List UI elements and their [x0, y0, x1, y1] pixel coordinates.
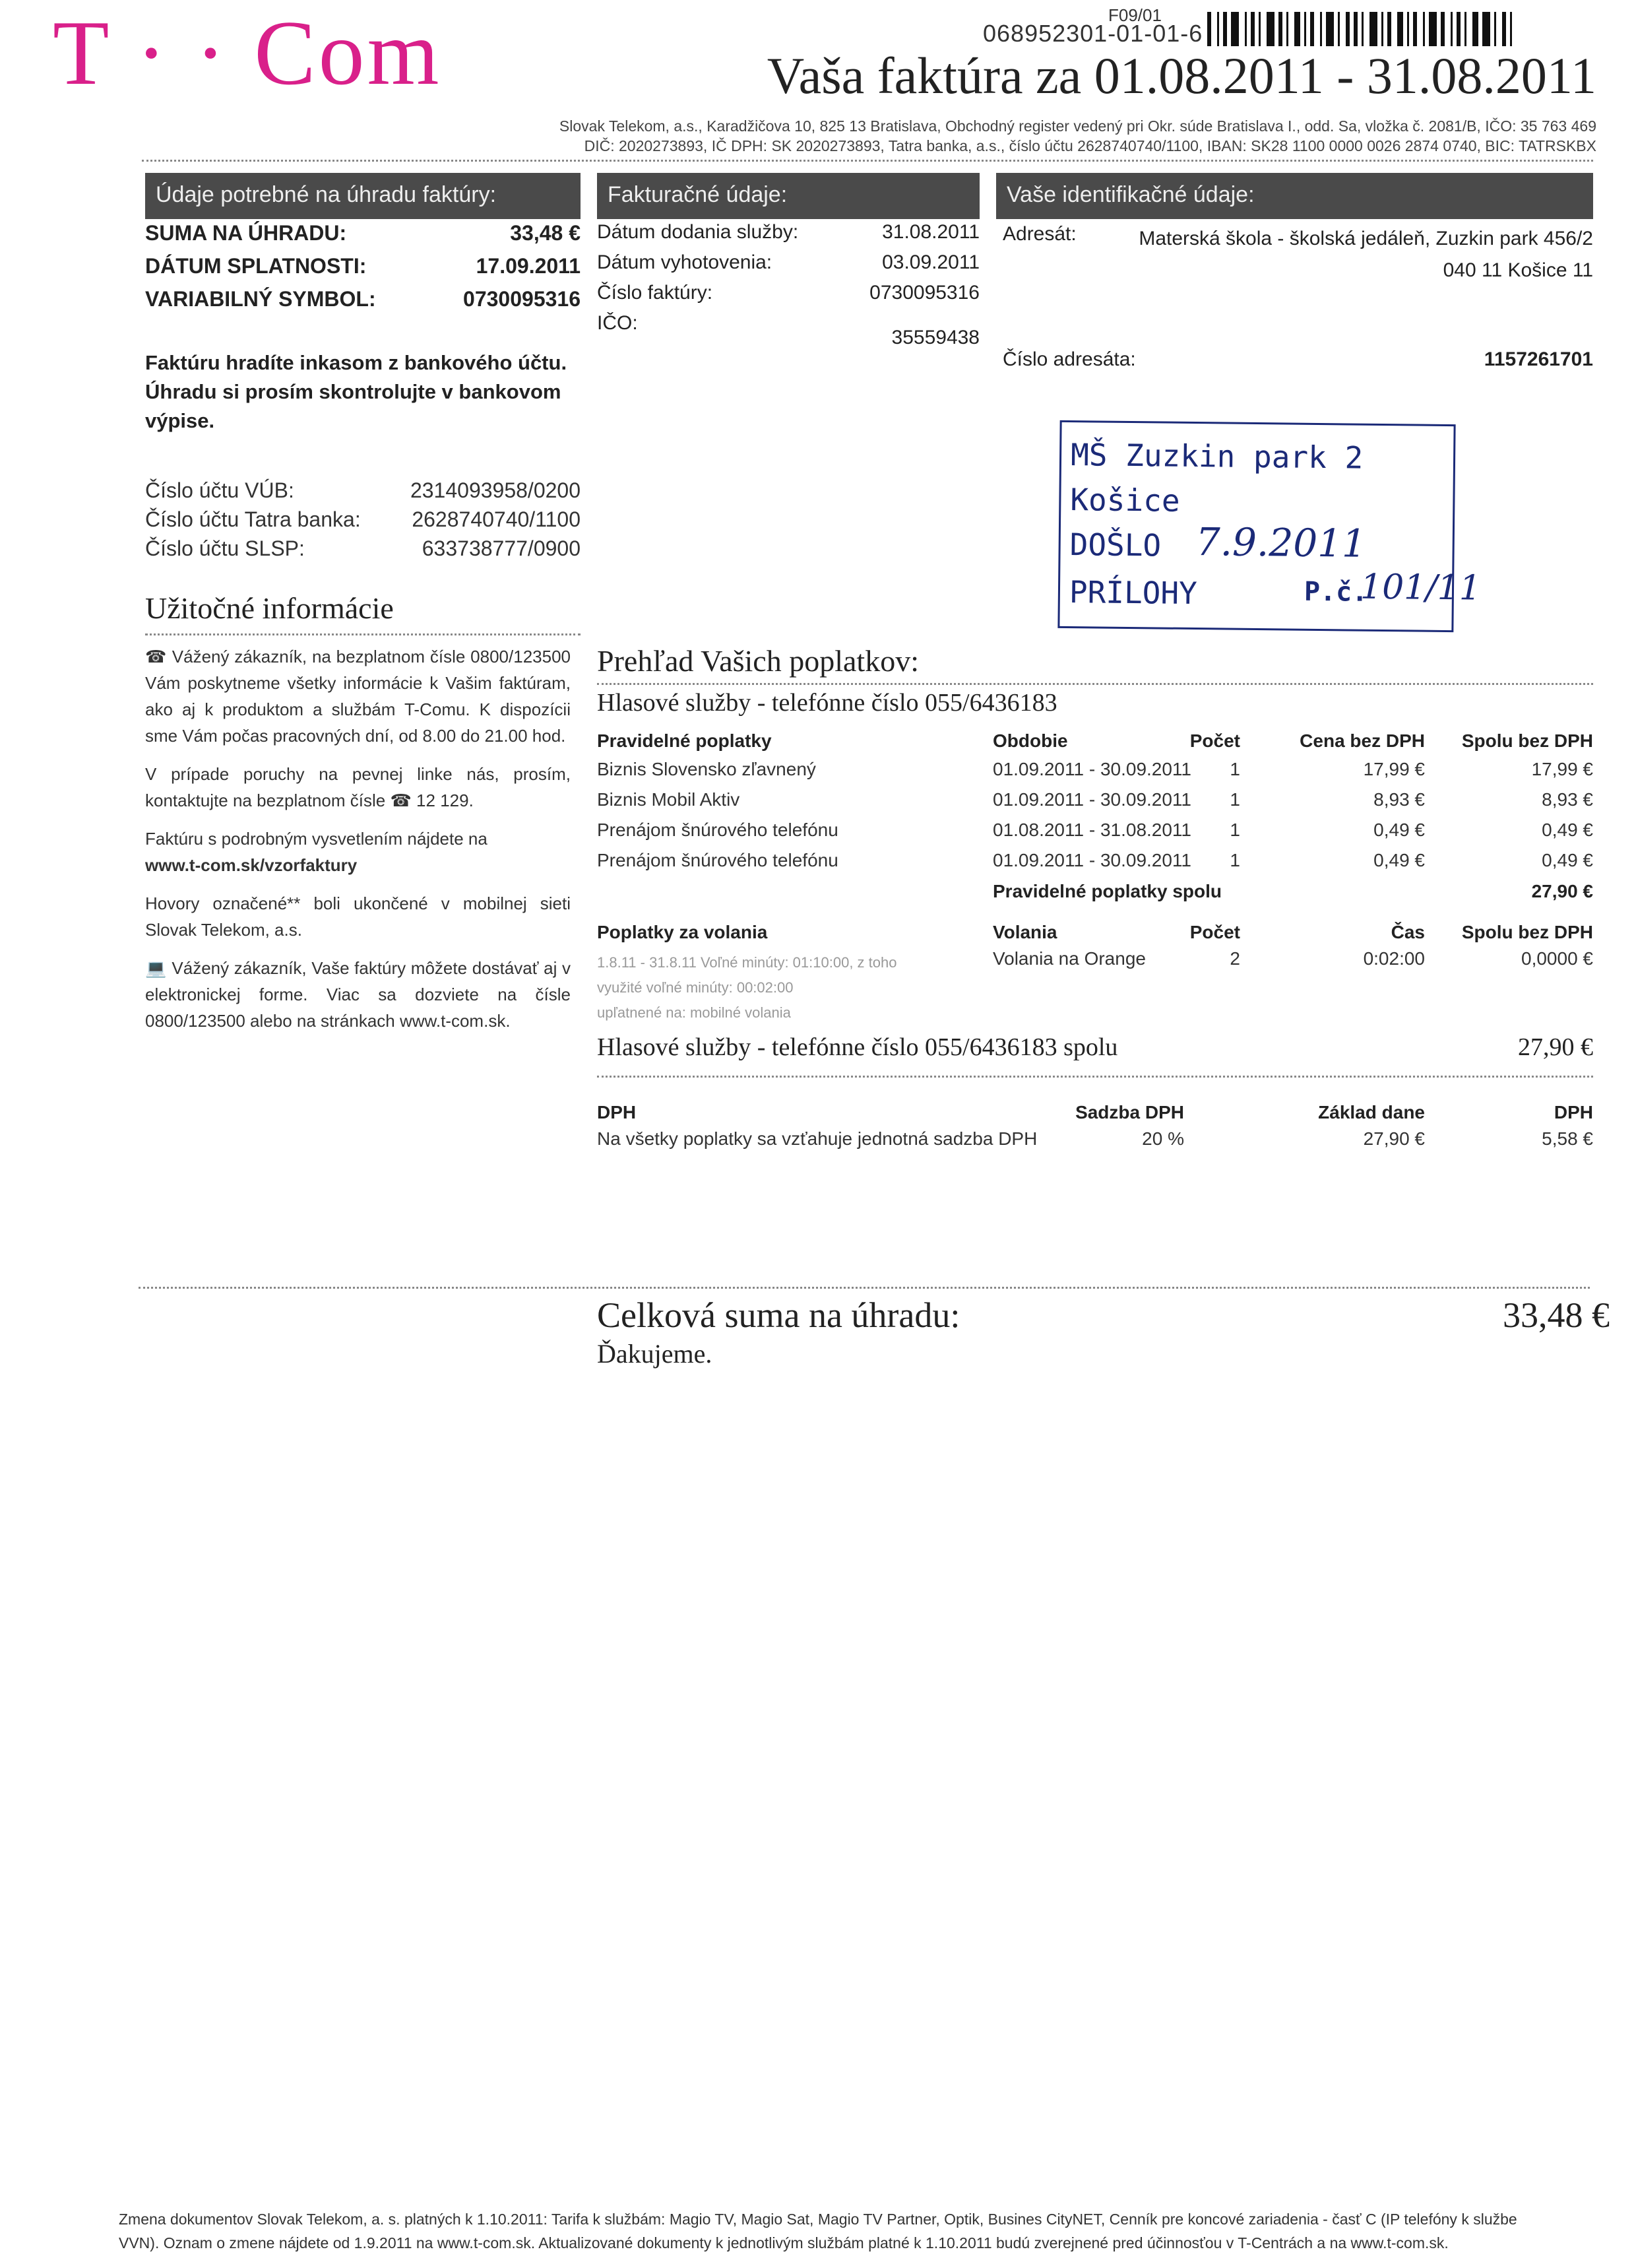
billing-row: Dátum vyhotovenia: 03.09.2011	[597, 251, 980, 273]
payment-heading: Údaje potrebné na úhradu faktúry:	[145, 173, 581, 219]
table-row: Biznis Mobil Aktiv 01.09.2011 - 30.09.2011 1 8,93 € 8,93 €	[597, 789, 1593, 810]
table-row: Prenájom šnúrového telefónu 01.08.2011 - 31.08.2011 1 0,49 € 0,49 €	[597, 820, 1593, 840]
stamp-date-handwritten: 7.9.2011	[1195, 519, 1367, 566]
barcode-bar	[1320, 12, 1322, 46]
barcode-bar	[1457, 12, 1461, 46]
barcode-bar	[1482, 12, 1490, 46]
barcode-bar	[1441, 12, 1445, 46]
info-paragraph: Hovory označené** boli ukončené v mobilnej sieti Slovak Telekom, a.s.	[145, 893, 571, 940]
payment-note: Faktúru hradíte inkasom z bankového účtu. Úhradu si prosím skontrolujte v bankovom výpise.	[145, 351, 567, 432]
info-divider	[145, 633, 581, 635]
barcode-bar	[1362, 12, 1364, 46]
service-subtotal-value: 27,90 €	[1518, 1033, 1593, 1061]
barcode-bar	[1251, 12, 1255, 46]
barcode-bar	[1354, 12, 1358, 46]
info-link[interactable]: www.t-com.sk/vzorfaktury	[145, 855, 358, 875]
calls-header: Poplatky za volania Volania Počet Čas Spolu bez DPH	[597, 922, 1593, 942]
total-divider	[139, 1287, 1590, 1289]
grand-total-label: Celková suma na úhradu:	[597, 1295, 960, 1335]
regular-fees-header: Pravidelné poplatky Obdobie Počet Cena bez DPH Spolu bez DPH	[597, 730, 1593, 751]
barcode-bar	[1451, 12, 1453, 46]
barcode-bar	[1346, 12, 1350, 46]
charges-section	[597, 643, 1593, 1389]
barcode-bar	[1259, 12, 1261, 46]
barcode-bar	[1223, 12, 1227, 46]
bank-accounts	[145, 478, 581, 566]
charges-title: Prehľad Vašich poplatkov:	[597, 644, 919, 678]
stamp-line-3-label: DOŠLO	[1069, 527, 1162, 564]
ident-heading: Vaše identifikačné údaje:	[996, 173, 1593, 219]
barcode-bar	[1407, 12, 1409, 46]
billing-row: Dátum dodania služby: 31.08.2011	[597, 221, 980, 243]
barcode-bar	[1207, 12, 1211, 46]
subtotal-divider	[597, 1076, 1593, 1078]
barcode-bar	[1369, 12, 1377, 46]
invoice-title: Vaša faktúra za 01.08.2011 - 31.08.2011	[767, 47, 1596, 104]
company-info-line2: DIČ: 2020273893, IČ DPH: SK 2020273893, Tatra banka, a.s., číslo účtu 2628740740/1100, IBAN: SK28 1100 0000 0026 2874 0740, BIC: TATRSKBX	[584, 137, 1596, 154]
barcode-bar	[1423, 12, 1425, 46]
barcode-bar	[1304, 12, 1306, 46]
barcode-bar	[1413, 12, 1417, 46]
table-row: Biznis Slovensko zľavnený 01.09.2011 - 30.09.2011 1 17,99 € 17,99 €	[597, 759, 1593, 779]
stamp-line-1: MŠ Zuzkin park 2	[1070, 437, 1364, 476]
charges-subtitle: Hlasové služby - telefónne číslo 055/6436183	[597, 689, 1057, 717]
payment-row: VARIABILNÝ SYMBOL: 0730095316	[145, 287, 581, 311]
barcode-bar	[1502, 12, 1506, 46]
barcode-bar	[1429, 12, 1437, 46]
addressee-label: Adresát:	[1003, 223, 1077, 245]
received-stamp	[1057, 420, 1482, 632]
barcode-bar	[1338, 12, 1340, 46]
stamp-line-2: Košice	[1070, 482, 1180, 519]
billing-heading: Fakturačné údaje:	[597, 173, 980, 219]
document-number: 068952301-01-01-6	[983, 20, 1203, 47]
payment-summary	[145, 221, 581, 320]
barcode-bar	[1231, 12, 1239, 46]
stamp-line-4-label: PRÍLOHY	[1069, 574, 1198, 612]
barcode-bar	[1217, 12, 1219, 46]
barcode-bar	[1381, 12, 1383, 46]
account-row: Číslo účtu Tatra banka: 2628740740/1100	[145, 507, 581, 531]
barcode-bar	[1464, 12, 1466, 46]
barcode-bar	[1387, 12, 1391, 46]
barcode-bar	[1472, 12, 1478, 46]
t-com-logo: T · · Com	[53, 2, 442, 104]
info-paragraph: Faktúru s podrobným vysvetlením nájdete na	[145, 829, 488, 849]
billing-row: IČO: 35559438	[597, 312, 980, 348]
barcode-bar	[1294, 12, 1300, 46]
barcode	[1207, 12, 1560, 46]
table-row: Volania na Orange 2 0:02:00 0,0000 €	[993, 948, 1593, 969]
barcode-bar	[1278, 12, 1282, 46]
footer-notice: Zmena dokumentov Slovak Telekom, a. s. platných k 1.10.2011: Tarifa k službám: Magio TV, Magio Sat, Magio TV Partner, Optik, Busines CityNET, Cenník pre koncové zariadenia - časť C (IP telefóny k službe VVN). Oznam o zmene nájdete od 1.9.2011 na www.t-com.sk. Aktualizované dokumenty k jednotlivým službám platné k 1.10.2011 budú zverejnené pred účinnosťou v T-Centrách a na www.t-com.sk.	[119, 2211, 1517, 2252]
header-divider	[142, 160, 1593, 162]
info-paragraph: 💻 Vážený zákazník, Vaše faktúry môžete dostávať aj v elektronickej forme. Viac sa dozviete na čísle 0800/123500 alebo na stránkach www.t-com.sk.	[145, 958, 571, 1031]
account-row: Číslo účtu SLSP: 633738777/0900	[145, 536, 581, 560]
payment-row: DÁTUM SPLATNOSTI: 17.09.2011	[145, 254, 581, 278]
thanks-text: Ďakujeme.	[597, 1339, 712, 1369]
table-row: Prenájom šnúrového telefónu 01.09.2011 - 30.09.2011 1 0,49 € 0,49 €	[597, 850, 1593, 870]
info-paragraph: ☎ Vážený zákazník, na bezplatnom čísle 0800/123500 Vám poskytneme všetky informácie k Vašim faktúram, ako aj k produktom a službám T-Comu. K dispozícii sme Vám počas pracovných dní, od 8.00 do 21.00 hod.	[145, 647, 571, 746]
barcode-bar	[1245, 12, 1247, 46]
service-subtotal-label: Hlasové služby - telefónne číslo 055/6436183 spolu	[597, 1033, 1118, 1061]
vat-header: DPH Sadzba DPH Základ dane DPH	[597, 1102, 1593, 1122]
addressee-number-label: Číslo adresáta:	[1003, 348, 1136, 370]
charges-divider	[597, 683, 1593, 685]
payment-row: SUMA NA ÚHRADU: 33,48 €	[145, 221, 581, 245]
billing-row: Číslo faktúry: 0730095316	[597, 282, 980, 304]
barcode-bar	[1326, 12, 1334, 46]
info-paragraph: V prípade poruchy na pevnej linke nás, prosím, kontaktujte na bezplatnom čísle ☎ 12 129.	[145, 764, 571, 810]
company-info-line1: Slovak Telekom, a.s., Karadžičova 10, 825 13 Bratislava, Obchodný register vedený pri Okr. súde Bratislava I., odd. Sa, vložka č. 2081/B, IČO: 35 763 469	[559, 117, 1596, 135]
form-code: F09/01	[1108, 5, 1162, 25]
grand-total-value: 33,48 €	[1503, 1295, 1610, 1335]
barcode-bar	[1510, 12, 1512, 46]
addressee: Materská škola - školská jedáleň, Zuzkin park 456/2 040 11 Košice 11	[1139, 228, 1593, 281]
regular-fees-total: Pravidelné poplatky spolu 27,90 €	[993, 881, 1593, 901]
table-row: Na všetky poplatky sa vzťahuje jednotná sadzba DPH 20 % 27,90 € 5,58 €	[597, 1128, 1593, 1149]
account-row: Číslo účtu VÚB: 2314093958/0200	[145, 478, 581, 502]
barcode-bar	[1286, 12, 1288, 46]
free-minutes-note: 1.8.11 - 31.8.11 Voľné minúty: 01:10:00, z toho využité voľné minúty: 00:02:00 upľatnené na: mobilné volania	[597, 954, 897, 1021]
addressee-number: 1157261701	[1484, 348, 1593, 370]
barcode-bar	[1494, 12, 1496, 46]
stamp-number-handwritten: 101/11	[1360, 567, 1482, 608]
barcode-bar	[1397, 12, 1403, 46]
barcode-bar	[1267, 12, 1274, 46]
stamp-pc: P.č.	[1304, 576, 1368, 608]
billing-data	[597, 221, 980, 348]
info-text	[145, 643, 571, 1034]
info-title: Užitočné informácie	[145, 591, 394, 625]
barcode-bar	[1310, 12, 1314, 46]
